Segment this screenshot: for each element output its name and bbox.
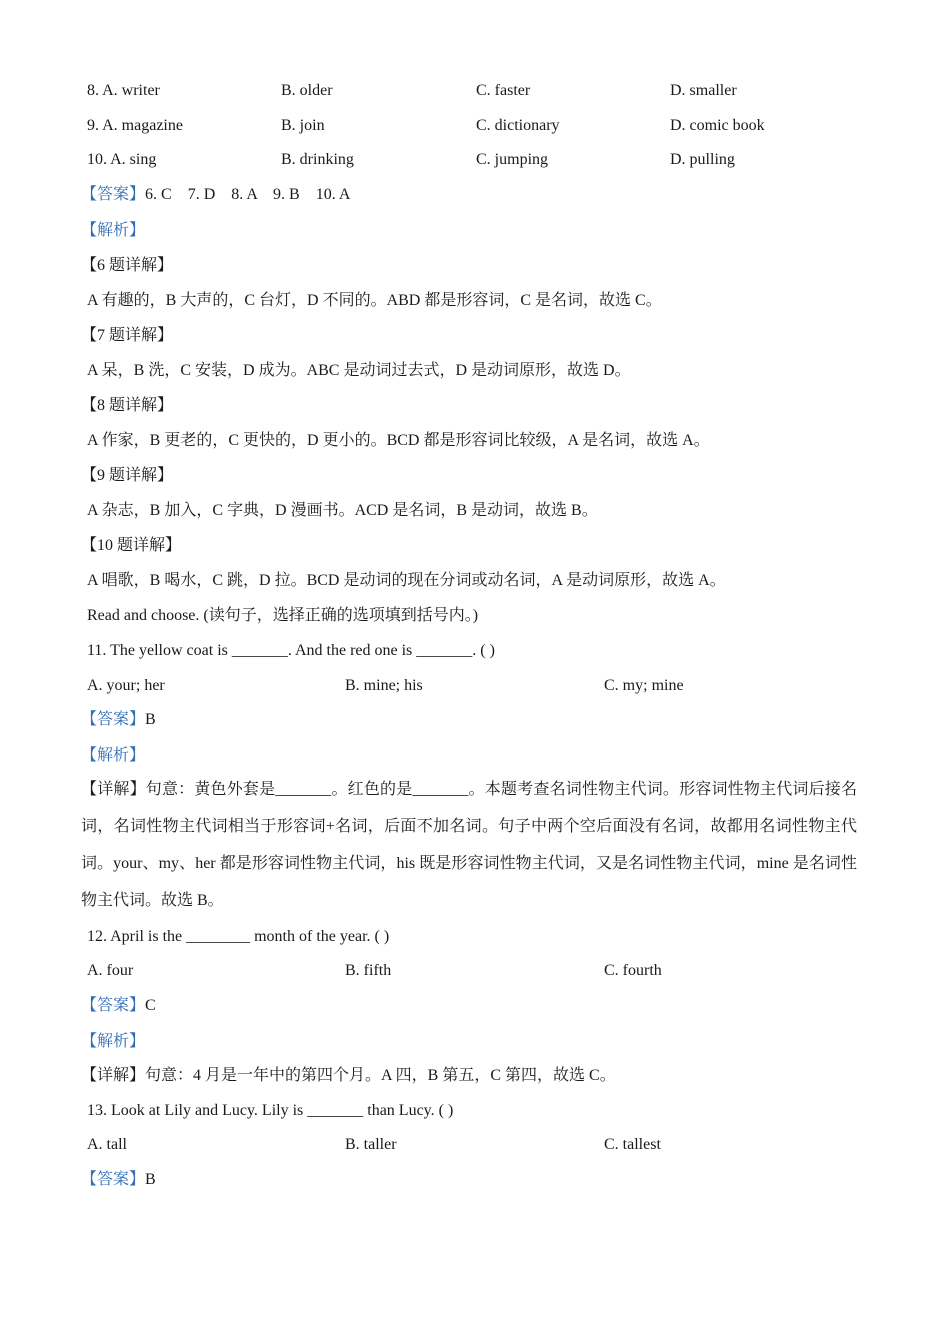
q12-option-c: C. fourth <box>604 962 662 979</box>
answers-6-10 <box>81 185 350 205</box>
q12-option-b: B. fifth <box>345 962 392 979</box>
q12-answer <box>81 996 156 1016</box>
q13-answer <box>81 1170 156 1190</box>
q13-option-b: B. taller <box>345 1136 397 1153</box>
analysis-tag-1: 【解析】 <box>81 222 146 239</box>
q12-answer-value: C <box>145 997 156 1014</box>
answer-tag: 【答案】 <box>81 186 146 203</box>
q8-detail-body: A 作家，B 更老的，C 更快的，D 更小的。BCD 都是形容词比较级，A 是名词，故选 A。 <box>87 432 710 449</box>
q8-option-d: D. smaller <box>670 82 737 99</box>
q11-stem: 11. The yellow coat is _______. And the red one is _______. ( ) <box>87 642 495 659</box>
q11-detail: 【详解】句意：黄色外套是_______。红色的是_______。本题考查名词性物主代词。形容词性物主代词后接名词，名词性物主代词相当于形容词+名词，后面不加名词。句子中两个空后面没有名词，故都用名词性物主代词。your、my、her 都是形容词性物主代词，his 既是形容词性物主代词，又是名词性物主代词，mine 是名词性物主代词。故选 B。 <box>81 781 857 909</box>
q6-detail-head: 【6 题详解】 <box>81 257 174 274</box>
q10-option-b: B. drinking <box>281 151 354 168</box>
q13-option-c: C. tallest <box>604 1136 661 1153</box>
q10-option-c: C. jumping <box>476 151 549 168</box>
answer-tag: 【答案】 <box>81 1171 146 1188</box>
q11-option-b: B. mine; his <box>345 677 423 694</box>
q9-detail-head: 【9 题详解】 <box>81 467 174 484</box>
q6-detail-body: A 有趣的，B 大声的，C 台灯，D 不同的。ABD 都是形容词，C 是名词，故选 C。 <box>87 292 662 309</box>
q7-detail-body: A 呆，B 洗，C 安装，D 成为。ABC 是动词过去式，D 是动词原形，故选 D。 <box>87 362 631 379</box>
q10-detail-body: A 唱歌，B 喝水，C 跳，D 拉。BCD 是动词的现在分词或动名词，A 是动词原形，故选 A。 <box>87 572 726 589</box>
q10-option-d: D. pulling <box>670 151 735 168</box>
q13-stem: 13. Look at Lily and Lucy. Lily is _______ than Lucy. ( ) <box>87 1102 454 1119</box>
analysis-tag-3: 【解析】 <box>81 1033 146 1050</box>
analysis-tag-2: 【解析】 <box>81 747 146 764</box>
q9-option-b: B. join <box>281 117 325 134</box>
answer-tag: 【答案】 <box>81 711 146 728</box>
q11-option-a: A. your; her <box>87 677 165 694</box>
q11-option-c: C. my; mine <box>604 677 684 694</box>
answer-tag: 【答案】 <box>81 997 146 1014</box>
q10-detail-head: 【10 题详解】 <box>81 537 182 554</box>
q7-detail-head: 【7 题详解】 <box>81 327 174 344</box>
q8-option-c: C. faster <box>476 82 531 99</box>
q12-stem: 12. April is the ________ month of the year. ( ) <box>87 928 390 945</box>
q10-option-a: 10. A. sing <box>87 151 157 168</box>
answers-6-10-text: 6. C 7. D 8. A 9. B 10. A <box>145 186 351 203</box>
q13-answer-value: B <box>145 1171 156 1188</box>
section-title: Read and choose. (读句子，选择正确的选项填到括号内。) <box>87 607 479 624</box>
q8-detail-head: 【8 题详解】 <box>81 397 174 414</box>
q9-detail-body: A 杂志，B 加入，C 字典，D 漫画书。ACD 是名词，B 是动词，故选 B。 <box>87 502 598 519</box>
q13-option-a: A. tall <box>87 1136 127 1153</box>
q11-answer-value: B <box>145 711 156 728</box>
q9-option-d: D. comic book <box>670 117 765 134</box>
q9-option-c: C. dictionary <box>476 117 560 134</box>
q9-option-a: 9. A. magazine <box>87 117 183 134</box>
q8-option-b: B. older <box>281 82 333 99</box>
q12-option-a: A. four <box>87 962 134 979</box>
q12-detail: 【详解】句意：4 月是一年中的第四个月。A 四，B 第五，C 第四，故选 C。 <box>81 1067 616 1084</box>
q11-answer <box>81 710 156 730</box>
q8-option-a: 8. A. writer <box>87 82 160 99</box>
